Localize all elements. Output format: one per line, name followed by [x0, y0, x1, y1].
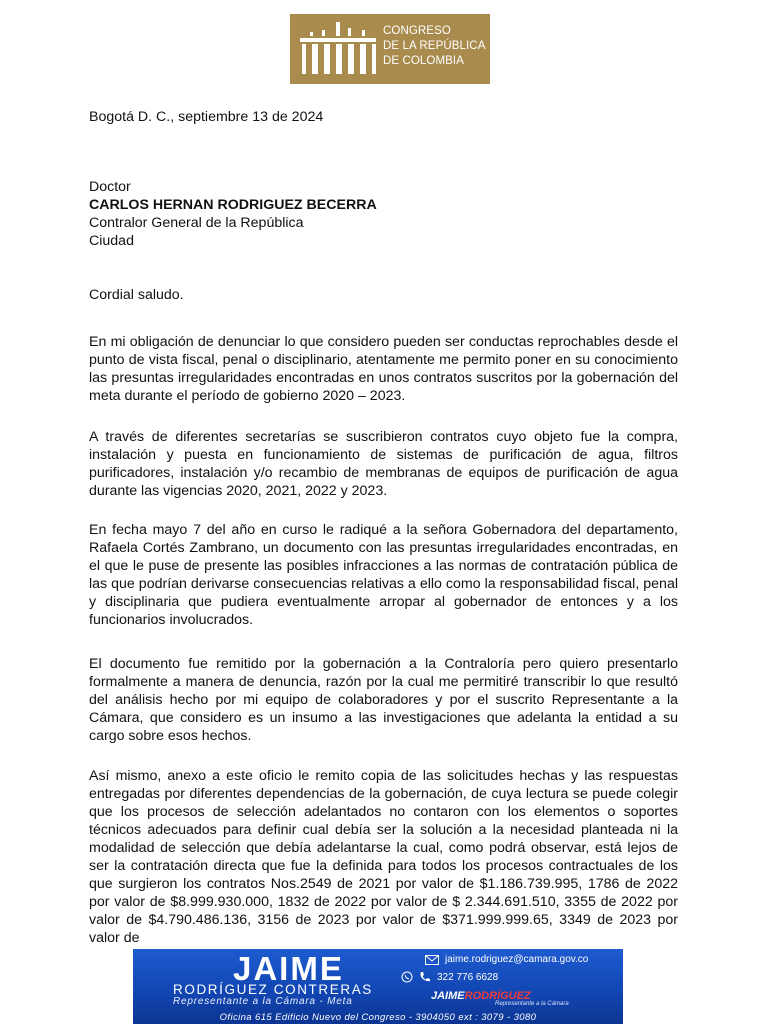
paragraph-3: En fecha mayo 7 del año en curso le radiqué a la señora Gobernadora del departamento, Rafaela Cortés Zambrano, un documento con las presuntas irregularidades encontradas, en el que le puse de presente las posibles infracciones a las normas de contratación pública de las que podrían derivarse consecuencias relativas a ello como la responsabilidad fiscal, penal y disciplinaria que pudiera eventualmente arropar al gobernador de entonces y a los funcionarios involucrados.: [89, 522, 678, 628]
footer-logo-second: RODRÍGUEZ: [464, 990, 531, 1002]
footer-address: Oficina 615 Edificio Nuevo del Congreso - 3904050 ext : 3079 - 3080: [219, 1012, 537, 1023]
footer-phone-row: [401, 971, 498, 983]
letter-date: Bogotá D. C., septiembre 13 de 2024: [89, 109, 324, 125]
paragraph-4: El documento fue remitido por la gobernación a la Contraloría pero quiero presentarlo formalmente a manera de denuncia, razón por la cual me permitiré transcribir lo que resultó del análisis hecho por mi equipo de colaboradores y por el suscrito Representante a la Cámara, que considero es un insumo a las investigaciones que adelanta la entidad a su cargo sobre esos hechos.: [89, 656, 678, 744]
logo-text: [383, 24, 485, 69]
footer-role: Representante a la Cámara - Meta: [173, 996, 353, 1007]
recipient-block: [89, 178, 678, 250]
whatsapp-icon: [401, 971, 413, 983]
paragraph-2: A través de diferentes secretarías se suscribieron contratos cuyo objeto fue la compra, instalación y puesta en funcionamiento de sistemas de purificación de agua, filtros purificadores, instalación y/o recambio de membranas de equipos de purificación de agua durante las vigencias 2020, 2021, 2022 y 2023.: [89, 429, 678, 499]
footer-logo-first: JAIME: [431, 990, 465, 1002]
logo-line-2: DE LA REPÚBLICA: [383, 40, 486, 52]
footer-banner: [133, 949, 623, 1024]
recipient-title: Doctor: [89, 179, 131, 195]
phone-icon: [419, 971, 431, 983]
logo-line-3: DE COLOMBIA: [383, 55, 464, 67]
capitol-building-icon: [296, 20, 380, 78]
salutation: Cordial saludo.: [89, 287, 184, 303]
recipient-name: CARLOS HERNAN RODRIGUEZ BECERRA: [89, 197, 377, 213]
paragraph-5: Así mismo, anexo a este oficio le remito copia de las solicitudes hechas y las respuestas entregadas por diferentes dependencias de la gobernación, de cuya lectura se puede colegir que los procesos de selección adelantados no contaron con los elementos o soportes técnicos adecuados para definir cual debía ser la solución a la necesidad planteada ni la modalidad de selección que debía adelantarse la cual, como podrá observar, está lejos de ser la contratación directa que fue la definida para todos los procesos contractuales de los que surgieron los contratos Nos.2549 de 2021 por valor de $1.186.739.995, 1786 de 2022 por valor de $8.999.930.000, 1832 de 2022 por valor de $ 2.344.691.510, 3355 de 2022 por valor de $4.790.486.136, 3156 de 2023 por valor de $371.999.999.65, 3349 de 2023 por valor de: [89, 768, 678, 946]
footer-phone[interactable]: 322 776 6628: [437, 971, 499, 983]
footer-surname: RODRÍGUEZ CONTRERAS: [173, 982, 373, 997]
footer-email-row: [425, 954, 588, 965]
logo-line-1: CONGRESO: [383, 25, 451, 37]
footer-name: JAIME: [233, 950, 344, 987]
recipient-city: Ciudad: [89, 233, 134, 249]
footer-email[interactable]: jaime.rodriguez@camara.gov.co: [445, 954, 589, 965]
envelope-icon: [425, 955, 439, 965]
footer-logo-sub: Representante a la Cámara: [495, 1001, 569, 1007]
paragraph-1: En mi obligación de denunciar lo que considero pueden ser conductas reprochables desde el punto de vista fiscal, penal o disciplinario, atentamente me permito poner en su conocimiento las presuntas irregularidades encontradas en unos contratos suscritos por la gobernación del meta durante el período de gobierno 2020 – 2023.: [89, 334, 678, 404]
recipient-role: Contralor General de la República: [89, 215, 304, 231]
congress-logo: [290, 14, 490, 84]
